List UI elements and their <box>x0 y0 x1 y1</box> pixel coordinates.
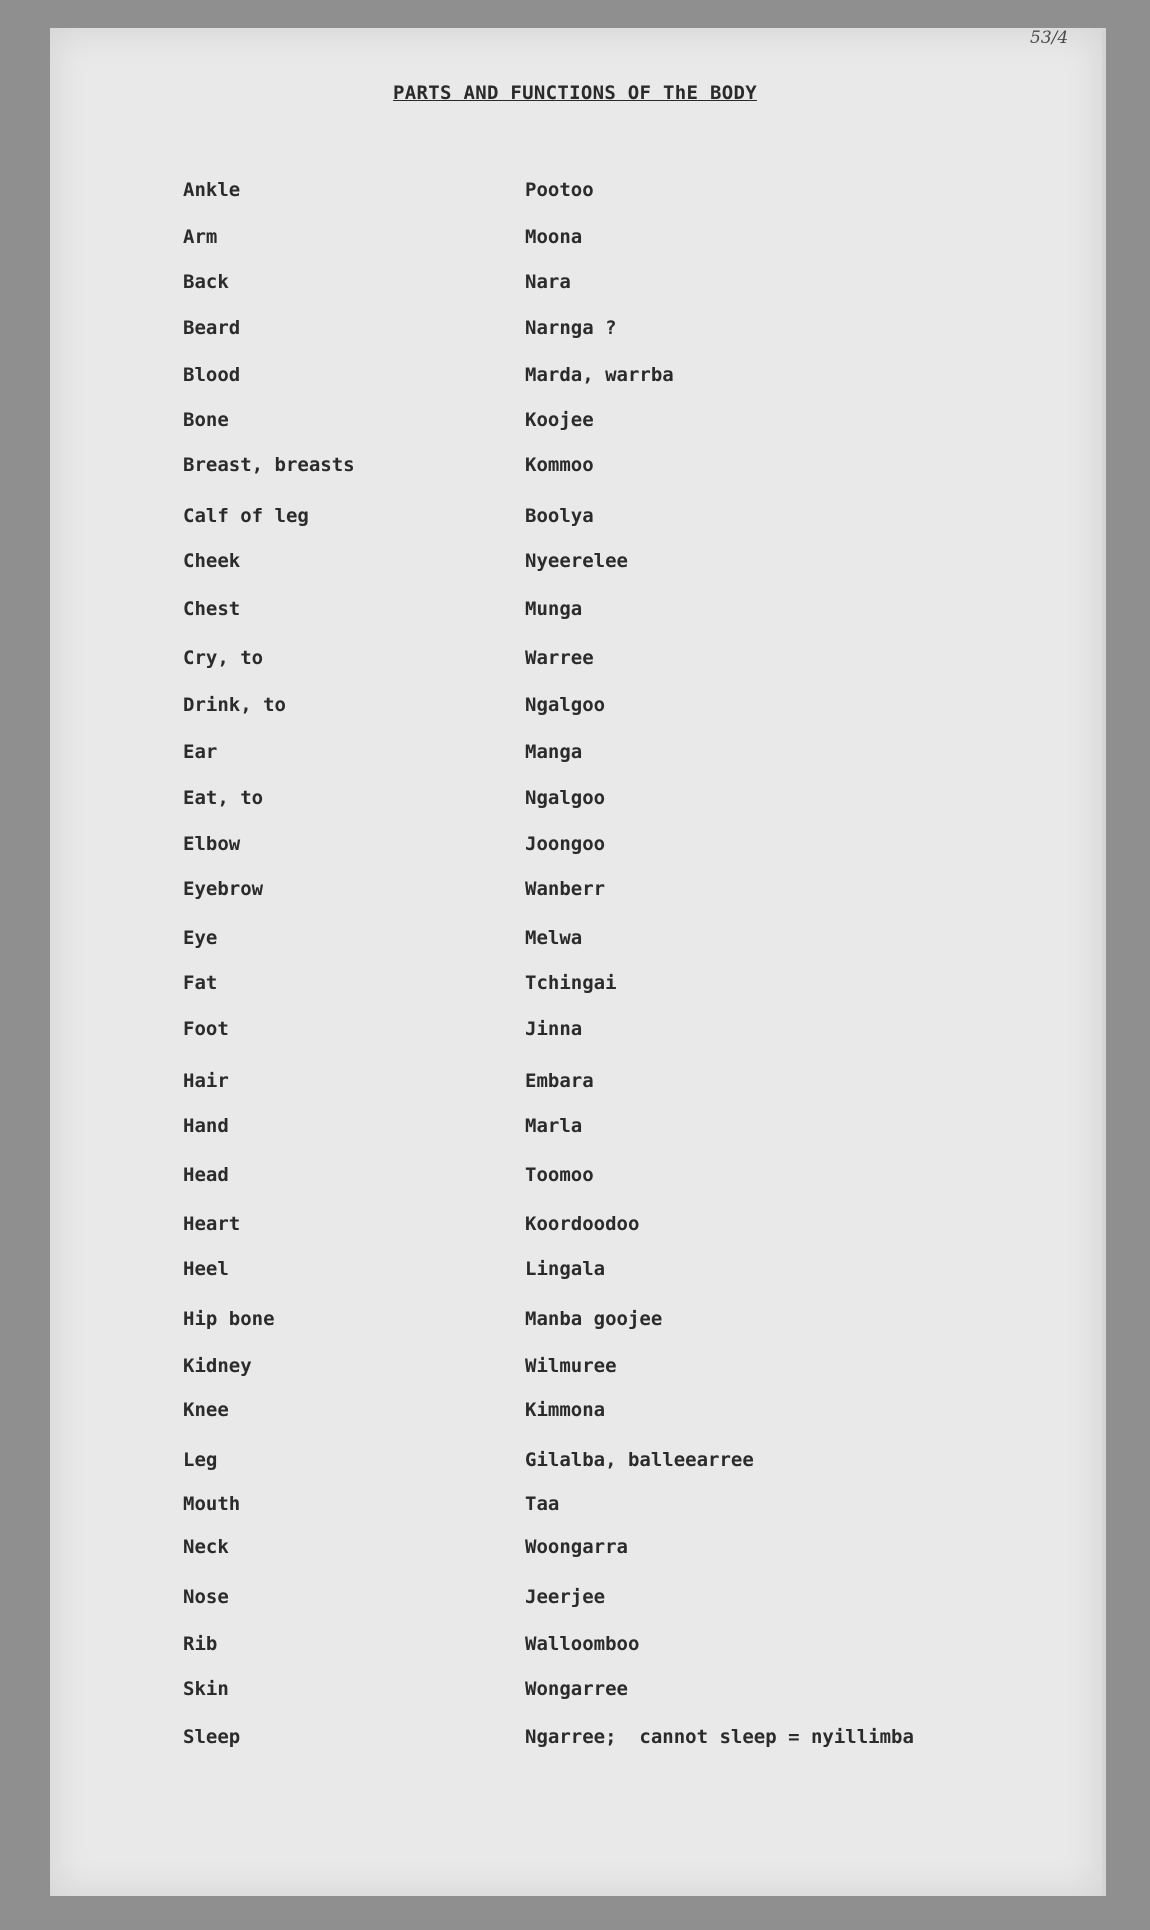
english-term: Nose <box>183 1586 229 1608</box>
aboriginal-translation: Marda, warrba <box>525 364 674 386</box>
aboriginal-translation: Embara <box>525 1070 594 1092</box>
english-term: Heel <box>183 1258 229 1280</box>
aboriginal-translation: Manba goojee <box>525 1308 663 1330</box>
aboriginal-translation: Ngarree; cannot sleep = nyillimba <box>525 1726 914 1748</box>
english-term: Arm <box>183 226 218 248</box>
aboriginal-translation: Tchingai <box>525 972 617 994</box>
english-term: Hair <box>183 1070 229 1092</box>
aboriginal-translation: Walloomboo <box>525 1633 640 1655</box>
aboriginal-translation: Warree <box>525 647 594 669</box>
english-term: Ear <box>183 741 218 763</box>
english-term: Chest <box>183 598 241 620</box>
aboriginal-translation: Nyeerelee <box>525 550 628 572</box>
english-term: Ankle <box>183 179 241 201</box>
aboriginal-translation: Pootoo <box>525 179 594 201</box>
aboriginal-translation: Kimmona <box>525 1399 606 1421</box>
aboriginal-translation: Wilmuree <box>525 1355 617 1377</box>
english-term: Blood <box>183 364 241 386</box>
vocabulary-row <box>0 1445 1150 1475</box>
vocabulary-row <box>0 501 1150 531</box>
vocabulary-row <box>0 783 1150 813</box>
english-term: Knee <box>183 1399 229 1421</box>
english-term: Foot <box>183 1018 229 1040</box>
english-term: Elbow <box>183 833 241 855</box>
aboriginal-translation: Boolya <box>525 505 594 527</box>
english-term: Fat <box>183 972 218 994</box>
vocabulary-row <box>0 222 1150 252</box>
aboriginal-translation: Munga <box>525 598 583 620</box>
vocabulary-row <box>0 1160 1150 1190</box>
english-term: Calf of leg <box>183 505 309 527</box>
vocabulary-row <box>0 690 1150 720</box>
english-term: Eat, to <box>183 787 264 809</box>
english-term: Drink, to <box>183 694 286 716</box>
english-term: Sleep <box>183 1726 241 1748</box>
aboriginal-translation: Narnga ? <box>525 317 617 339</box>
aboriginal-translation: Koordoodoo <box>525 1213 640 1235</box>
vocabulary-row <box>0 313 1150 343</box>
vocabulary-row <box>0 1629 1150 1659</box>
english-term: Cry, to <box>183 647 264 669</box>
english-term: Mouth <box>183 1493 241 1515</box>
page-number: 53/4 <box>1030 28 1069 48</box>
vocabulary-row <box>0 405 1150 435</box>
aboriginal-translation: Wanberr <box>525 878 606 900</box>
aboriginal-translation: Kommoo <box>525 454 594 476</box>
english-term: Eyebrow <box>183 878 264 900</box>
vocabulary-row <box>0 737 1150 767</box>
english-term: Cheek <box>183 550 241 572</box>
aboriginal-translation: Nara <box>525 271 571 293</box>
english-term: Heart <box>183 1213 241 1235</box>
vocabulary-row <box>0 643 1150 673</box>
vocabulary-row <box>0 1304 1150 1334</box>
vocabulary-row <box>0 360 1150 390</box>
aboriginal-translation: Gilalba, balleearree <box>525 1449 754 1471</box>
aboriginal-translation: Woongarra <box>525 1536 628 1558</box>
vocabulary-row <box>0 1209 1150 1239</box>
vocabulary-row <box>0 923 1150 953</box>
vocabulary-row <box>0 1254 1150 1284</box>
vocabulary-row <box>0 267 1150 297</box>
aboriginal-translation: Joongoo <box>525 833 606 855</box>
vocabulary-row <box>0 1111 1150 1141</box>
english-term: Skin <box>183 1678 229 1700</box>
english-term: Neck <box>183 1536 229 1558</box>
aboriginal-translation: Ngalgoo <box>525 787 606 809</box>
document-title: PARTS AND FUNCTIONS OF ThE BODY <box>393 82 757 104</box>
aboriginal-translation: Ngalgoo <box>525 694 606 716</box>
english-term: Back <box>183 271 229 293</box>
english-term: Breast, breasts <box>183 454 355 476</box>
vocabulary-row <box>0 1489 1150 1519</box>
english-term: Beard <box>183 317 241 339</box>
english-term: Rib <box>183 1633 218 1655</box>
aboriginal-translation: Koojee <box>525 409 594 431</box>
aboriginal-translation: Melwa <box>525 927 583 949</box>
english-term: Kidney <box>183 1355 252 1377</box>
english-term: Eye <box>183 927 218 949</box>
vocabulary-row <box>0 1066 1150 1096</box>
aboriginal-translation: Toomoo <box>525 1164 594 1186</box>
english-term: Bone <box>183 409 229 431</box>
vocabulary-row <box>0 450 1150 480</box>
aboriginal-translation: Marla <box>525 1115 583 1137</box>
vocabulary-row <box>0 1722 1150 1752</box>
vocabulary-row <box>0 175 1150 205</box>
aboriginal-translation: Wongarree <box>525 1678 628 1700</box>
vocabulary-row <box>0 1582 1150 1612</box>
english-term: Hip bone <box>183 1308 275 1330</box>
vocabulary-row <box>0 968 1150 998</box>
aboriginal-translation: Manga <box>525 741 583 763</box>
vocabulary-row <box>0 1532 1150 1562</box>
aboriginal-translation: Moona <box>525 226 583 248</box>
vocabulary-row <box>0 1395 1150 1425</box>
english-term: Leg <box>183 1449 218 1471</box>
vocabulary-row <box>0 1351 1150 1381</box>
vocabulary-row <box>0 594 1150 624</box>
aboriginal-translation: Jinna <box>525 1018 583 1040</box>
aboriginal-translation: Lingala <box>525 1258 606 1280</box>
vocabulary-row <box>0 874 1150 904</box>
english-term: Hand <box>183 1115 229 1137</box>
vocabulary-row <box>0 829 1150 859</box>
vocabulary-row <box>0 1014 1150 1044</box>
vocabulary-row <box>0 546 1150 576</box>
vocabulary-row <box>0 1674 1150 1704</box>
aboriginal-translation: Jeerjee <box>525 1586 606 1608</box>
english-term: Head <box>183 1164 229 1186</box>
aboriginal-translation: Taa <box>525 1493 560 1515</box>
